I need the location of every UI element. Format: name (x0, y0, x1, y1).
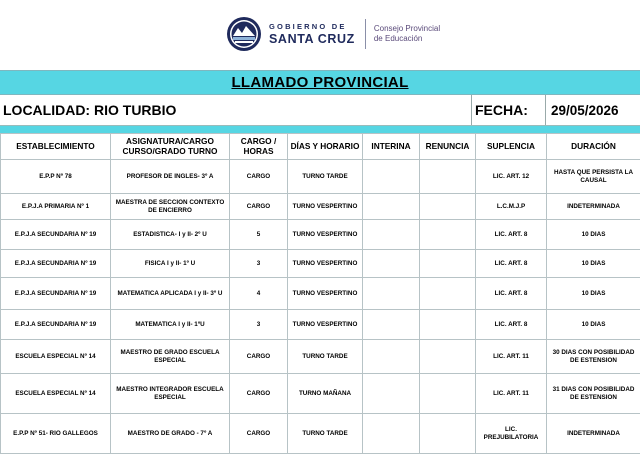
government-label: GOBIERNO DE (269, 22, 347, 31)
provincial-seal-icon (226, 16, 262, 52)
cell-renuncia (420, 310, 476, 340)
fecha-value: 29/05/2026 (551, 103, 619, 118)
table-row (1, 194, 640, 220)
cell-duracion: 30 DIAS CON POSIBILIDAD DE ESTENSION (547, 340, 640, 374)
cell-cargo: CARGO (230, 374, 288, 414)
cell-cargo: CARGO (230, 340, 288, 374)
cell-renuncia (420, 160, 476, 194)
cell-duracion: HASTA QUE PERSISTA LA CAUSAL (547, 160, 640, 194)
col-dias-horario-header (288, 134, 363, 160)
cell-renuncia (420, 278, 476, 310)
cell-asignatura: MAESTRO DE GRADO - 7º A (111, 414, 230, 454)
cell-renuncia (420, 340, 476, 374)
cell-suplencia: LIC. ART. 12 (476, 160, 547, 194)
table-row (1, 340, 640, 374)
col-duracion-header (547, 134, 640, 160)
localidad-label: LOCALIDAD: RIO TURBIO (3, 102, 177, 118)
table-row (1, 414, 640, 454)
table-row (1, 374, 640, 414)
cell-renuncia (420, 220, 476, 250)
cell-duracion: 31 DIAS CON POSIBILIDAD DE ESTENSION (547, 374, 640, 414)
cell-asignatura: MATEMATICA I y II- 1ºU (111, 310, 230, 340)
council-line-1: Consejo Provincial (373, 24, 441, 33)
cell-interina (363, 250, 420, 278)
col-suplencia-header (476, 134, 547, 160)
cell-horario: TURNO MAÑANA (288, 374, 363, 414)
table-row (1, 278, 640, 310)
cell-renuncia (420, 194, 476, 220)
cell-interina (363, 220, 420, 250)
cell-suplencia: LIC. ART. 8 (476, 278, 547, 310)
cell-suplencia: LIC. ART. 8 (476, 250, 547, 278)
location-divider (471, 95, 472, 125)
cell-establecimiento: E.P.P Nº 78 (1, 160, 111, 194)
cell-interina (363, 340, 420, 374)
council-line-2: de Educación (373, 34, 423, 43)
cell-duracion: 10 DIAS (547, 278, 640, 310)
cell-asignatura: PROFESOR DE INGLES- 3º A (111, 160, 230, 194)
cell-renuncia (420, 250, 476, 278)
header-line: HORAS (243, 145, 274, 156)
logo-divider (365, 19, 366, 49)
cell-horario: TURNO VESPERTINO (288, 278, 363, 310)
cell-cargo: CARGO (230, 414, 288, 454)
header-line: DÍAS Y HORARIO (290, 140, 360, 151)
cell-establecimiento: E.P.J.A SECUNDARIA Nº 19 (1, 220, 111, 250)
document-title: LLAMADO PROVINCIAL (231, 74, 409, 91)
col-interina-header (363, 134, 420, 160)
cell-renuncia (420, 414, 476, 454)
cell-establecimiento: E.P.P Nº 51- RIO GALLEGOS (1, 414, 111, 454)
table-header-row (1, 134, 640, 160)
table-row (1, 310, 640, 340)
table-row (1, 160, 640, 194)
table-row (1, 250, 640, 278)
title-band (0, 70, 640, 95)
header-line: INTERINA (371, 140, 411, 151)
header-line: CURSO/GRADO TURNO (122, 145, 218, 156)
cell-suplencia: LIC. ART. 11 (476, 374, 547, 414)
fecha-label: FECHA: (475, 102, 528, 118)
cell-asignatura: MAESTRO INTEGRADOR ESCUELA ESPECIAL (111, 374, 230, 414)
cell-asignatura: MAESTRO DE GRADO ESCUELA ESPECIAL (111, 340, 230, 374)
cell-interina (363, 278, 420, 310)
table-row (1, 220, 640, 250)
cell-duracion: 10 DIAS (547, 310, 640, 340)
col-cargo-horas-header (230, 134, 288, 160)
cell-suplencia: L.C.M.J.P (476, 194, 547, 220)
cell-horario: TURNO VESPERTINO (288, 310, 363, 340)
cell-cargo: 3 (230, 250, 288, 278)
date-divider (545, 95, 546, 125)
cell-interina (363, 310, 420, 340)
cell-interina (363, 374, 420, 414)
col-establecimiento-header (1, 134, 111, 160)
col-asignatura-header (111, 134, 230, 160)
cell-duracion: 10 DIAS (547, 250, 640, 278)
cell-renuncia (420, 374, 476, 414)
cell-interina (363, 194, 420, 220)
col-renuncia-header (420, 134, 476, 160)
cell-establecimiento: ESCUELA ESPECIAL Nº 14 (1, 340, 111, 374)
cell-cargo: 3 (230, 310, 288, 340)
cell-asignatura: MAESTRA DE SECCION CONTEXTO DE ENCIERRO (111, 194, 230, 220)
cell-establecimiento: E.P.J.A SECUNDARIA Nº 19 (1, 250, 111, 278)
government-wordmark (269, 23, 355, 45)
cell-asignatura: ESTADISTICA- I y II- 2º U (111, 220, 230, 250)
cell-asignatura: MATEMATICA APLICADA I y II- 3º U (111, 278, 230, 310)
cell-horario: TURNO VESPERTINO (288, 194, 363, 220)
cell-interina (363, 160, 420, 194)
cell-duracion: 10 DIAS (547, 220, 640, 250)
cell-establecimiento: E.P.J.A SECUNDARIA Nº 19 (1, 310, 111, 340)
cell-establecimiento: ESCUELA ESPECIAL Nº 14 (1, 374, 111, 414)
cell-establecimiento: E.P.J.A SECUNDARIA Nº 19 (1, 278, 111, 310)
location-row (0, 95, 640, 126)
vacancies-table (0, 133, 640, 454)
cell-horario: TURNO VESPERTINO (288, 250, 363, 278)
header-line: CARGO / (240, 136, 277, 146)
cell-suplencia: LIC. ART. 8 (476, 220, 547, 250)
council-name (374, 24, 440, 44)
cell-asignatura: FISICA I y II- 1º U (111, 250, 230, 278)
province-name: SANTA CRUZ (269, 31, 355, 46)
cell-cargo: CARGO (230, 194, 288, 220)
separator-band (0, 126, 640, 133)
cell-horario: TURNO TARDE (288, 340, 363, 374)
cell-suplencia: LIC. PREJUBILATORIA (476, 414, 547, 454)
cell-horario: TURNO TARDE (288, 414, 363, 454)
header-line: RENUNCIA (425, 140, 470, 151)
cell-interina (363, 414, 420, 454)
cell-horario: TURNO VESPERTINO (288, 220, 363, 250)
cell-duracion: INDETERMINADA (547, 194, 640, 220)
table-body (1, 160, 640, 454)
header-line: SUPLENCIA (487, 140, 535, 151)
cell-establecimiento: E.P.J.A PRIMARIA Nº 1 (1, 194, 111, 220)
header-line: ESTABLECIMIENTO (16, 140, 95, 151)
cell-cargo: 5 (230, 220, 288, 250)
cell-suplencia: LIC. ART. 11 (476, 340, 547, 374)
document-header (0, 0, 640, 70)
header-line: DURACIÓN (571, 140, 616, 151)
government-logo (226, 14, 440, 54)
cell-cargo: 4 (230, 278, 288, 310)
cell-cargo: CARGO (230, 160, 288, 194)
header-line: ASIGNATURA/CARGO (126, 136, 214, 146)
cell-horario: TURNO TARDE (288, 160, 363, 194)
cell-duracion: INDETERMINADA (547, 414, 640, 454)
cell-suplencia: LIC. ART. 8 (476, 310, 547, 340)
